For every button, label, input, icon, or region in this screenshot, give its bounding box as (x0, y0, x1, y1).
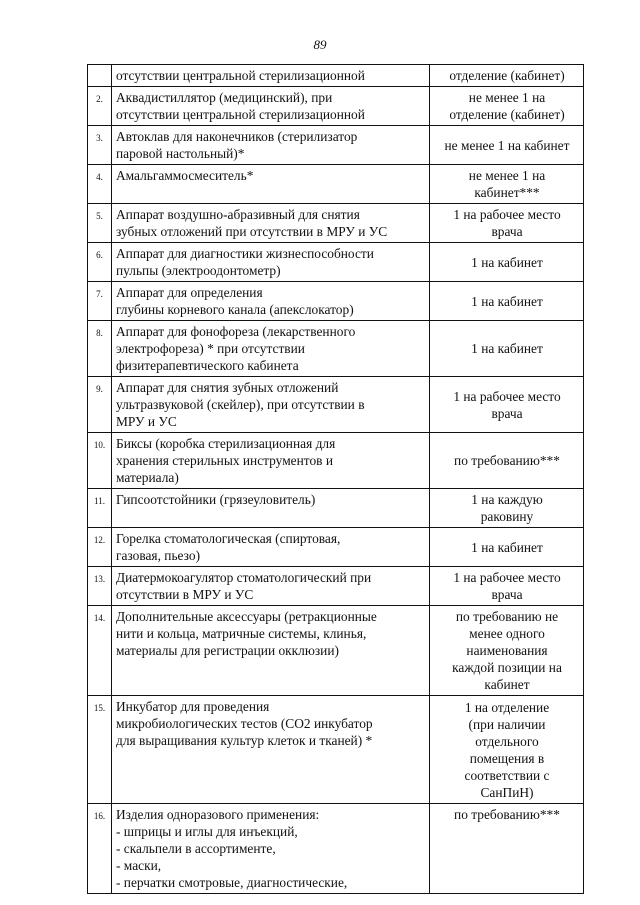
equipment-name-line: электрофореза) * при отсутствии (116, 341, 305, 356)
equipment-name-line: глубины корневого канала (апекслокатор) (116, 302, 354, 317)
equipment-name-line: газовая, пьезо) (116, 548, 201, 563)
quantity-norm-cell (430, 282, 584, 321)
row-number (88, 65, 112, 87)
quantity-norm-line: кабинет*** (474, 185, 540, 200)
quantity-norm-cell (430, 567, 584, 606)
equipment-name-line: материалы для регистрации окклюзии) (116, 643, 339, 658)
table-row (88, 165, 584, 204)
quantity-norm-line: соответствии с (464, 767, 550, 783)
equipment-name-line: - перчатки смотровые, диагностические, (116, 875, 348, 890)
equipment-name-line: микробиологических тестов (СО2 инкубатор (116, 716, 373, 731)
quantity-norm-line: раковину (480, 509, 534, 524)
equipment-name-line: физитерапевтического кабинета (116, 358, 299, 373)
equipment-name-cell (112, 204, 430, 243)
row-number: 9. (88, 377, 112, 433)
table-row (88, 282, 584, 321)
equipment-name-line: пульпы (электроодонтометр) (116, 263, 281, 278)
quantity-norm-line: не менее 1 на (468, 90, 546, 105)
table-row (88, 489, 584, 528)
equipment-name-line: Дополнительные аксессуары (ретракционные (116, 609, 377, 624)
equipment-name-line: Горелка стоматологическая (спиртовая, (116, 531, 341, 546)
page-number: 89 (313, 37, 327, 52)
quantity-norm-cell (430, 696, 584, 804)
equipment-name-line: нити и кольца, матричные системы, клинья, (116, 626, 367, 641)
equipment-name-line: хранения стерильных инструментов и (116, 453, 333, 468)
quantity-norm-cell (430, 321, 584, 377)
quantity-norm-line: отдельного (475, 733, 539, 749)
equipment-name-line: Аппарат для определения (116, 285, 263, 300)
equipment-name-line: - шприцы и иглы для инъекций, (116, 824, 298, 839)
quantity-norm-line: каждой позиции на (452, 660, 562, 675)
equipment-name-cell (112, 489, 430, 528)
quantity-norm-cell (430, 433, 584, 489)
quantity-norm-line: наименования (466, 643, 548, 658)
quantity-norm-cell (430, 804, 584, 894)
row-number: 6. (88, 243, 112, 282)
equipment-name-line: Изделия одноразового применения: (116, 807, 320, 822)
quantity-norm-line: по требованию не (455, 609, 559, 624)
row-number: 5. (88, 204, 112, 243)
table-row (88, 87, 584, 126)
equipment-name-line: Гипсоотстойники (грязеуловитель) (116, 492, 316, 507)
table-row (88, 321, 584, 377)
table-row (88, 804, 584, 894)
equipment-name-line: отсутствии центральной стерилизационной (116, 68, 365, 83)
quantity-norm-line: 1 на рабочее место (453, 388, 561, 404)
row-number: 11. (88, 489, 112, 528)
table-row (88, 65, 584, 87)
equipment-name-line: МРУ и УС (116, 414, 177, 429)
quantity-norm-line: по требованию*** (454, 807, 560, 822)
quantity-norm-cell (430, 243, 584, 282)
table-row (88, 606, 584, 696)
equipment-name-line: для выращивания культур клеток и тканей) * (116, 733, 373, 748)
equipment-table (87, 64, 584, 894)
quantity-norm-line: СанПиН) (480, 784, 534, 800)
quantity-norm-line: врача (491, 405, 523, 421)
row-number: 8. (88, 321, 112, 377)
equipment-name-line: Амальгаммосмеситель* (116, 168, 254, 183)
equipment-name-line: - маски, (116, 858, 162, 873)
equipment-name-line: Аппарат для снятия зубных отложений (116, 380, 339, 395)
equipment-name-cell (112, 87, 430, 126)
table-row (88, 377, 584, 433)
equipment-name-line: Биксы (коробка стерилизационная для (116, 436, 336, 451)
table-row (88, 204, 584, 243)
equipment-name-cell (112, 567, 430, 606)
quantity-norm-cell (430, 204, 584, 243)
equipment-name-line: отсутствии в МРУ и УС (116, 587, 254, 602)
quantity-norm-line: 1 на кабинет (471, 539, 543, 555)
quantity-norm-cell (430, 87, 584, 126)
quantity-norm-line: 1 на рабочее место (453, 207, 561, 222)
quantity-norm-line: отделение (кабинет) (449, 68, 565, 83)
table-row (88, 433, 584, 489)
row-number: 3. (88, 126, 112, 165)
quantity-norm-line: врача (491, 587, 523, 602)
quantity-norm-line: помещения в (469, 750, 545, 766)
equipment-name-cell (112, 433, 430, 489)
quantity-norm-line: не менее 1 на кабинет (444, 137, 570, 153)
equipment-name-cell (112, 126, 430, 165)
quantity-norm-line: 1 на кабинет (471, 254, 543, 270)
quantity-norm-cell (430, 377, 584, 433)
equipment-name-line: Аппарат для диагностики жизнеспособности (116, 246, 374, 261)
equipment-name-cell (112, 165, 430, 204)
quantity-norm-cell (430, 606, 584, 696)
quantity-norm-line: (при наличии (468, 716, 546, 732)
equipment-name-cell (112, 528, 430, 567)
row-number: 12. (88, 528, 112, 567)
equipment-name-cell (112, 243, 430, 282)
quantity-norm-line: 1 на каждую (471, 492, 543, 507)
equipment-name-line: Аппарат воздушно-абразивный для снятия (116, 207, 360, 222)
equipment-name-line: материала) (116, 470, 179, 485)
equipment-name-line: Аппарат для фонофореза (лекарственного (116, 324, 356, 339)
row-number: 16. (88, 804, 112, 894)
row-number: 10. (88, 433, 112, 489)
equipment-name-cell (112, 65, 430, 87)
quantity-norm-line: кабинет (484, 677, 530, 692)
quantity-norm-cell (430, 65, 584, 87)
quantity-norm-cell (430, 489, 584, 528)
equipment-name-line: Инкубатор для проведения (116, 699, 270, 714)
row-number: 2. (88, 87, 112, 126)
quantity-norm-line: 1 на отделение (464, 699, 550, 715)
quantity-norm-line: врача (491, 224, 523, 239)
equipment-name-cell (112, 696, 430, 804)
quantity-norm-line: 1 на кабинет (471, 341, 543, 356)
table-row (88, 126, 584, 165)
equipment-name-line: Диатермокоагулятор стоматологический при (116, 570, 372, 585)
row-number: 14. (88, 606, 112, 696)
equipment-name-line: паровой настольный)* (116, 146, 245, 161)
equipment-name-line: Автоклав для наконечников (стерилизатор (116, 129, 358, 144)
row-number: 7. (88, 282, 112, 321)
row-number: 13. (88, 567, 112, 606)
row-number: 4. (88, 165, 112, 204)
equipment-name-line: - скальпели в ассортименте, (116, 841, 276, 856)
equipment-name-line: ультразвуковой (скейлер), при отсутствии в (116, 397, 365, 412)
quantity-norm-cell (430, 165, 584, 204)
table-row (88, 528, 584, 567)
equipment-name-cell (112, 282, 430, 321)
quantity-norm-line: отделение (кабинет) (449, 107, 565, 122)
table-row (88, 696, 584, 804)
quantity-norm-line: 1 на кабинет (471, 293, 543, 309)
quantity-norm-line: менее одного (469, 626, 545, 641)
quantity-norm-cell (430, 528, 584, 567)
table-row (88, 567, 584, 606)
quantity-norm-line: 1 на рабочее место (453, 570, 561, 585)
row-number: 15. (88, 696, 112, 804)
equipment-name-line: отсутствии центральной стерилизационной (116, 107, 365, 122)
equipment-name-cell (112, 804, 430, 894)
quantity-norm-line: не менее 1 на (468, 168, 546, 183)
equipment-name-cell (112, 321, 430, 377)
equipment-name-cell (112, 377, 430, 433)
quantity-norm-line: по требованию*** (454, 453, 560, 468)
quantity-norm-cell (430, 126, 584, 165)
equipment-name-cell (112, 606, 430, 696)
equipment-name-line: зубных отложений при отсутствии в МРУ и УС (116, 224, 388, 239)
table-row (88, 243, 584, 282)
equipment-name-line: Аквадистиллятор (медицинский), при (116, 90, 333, 105)
